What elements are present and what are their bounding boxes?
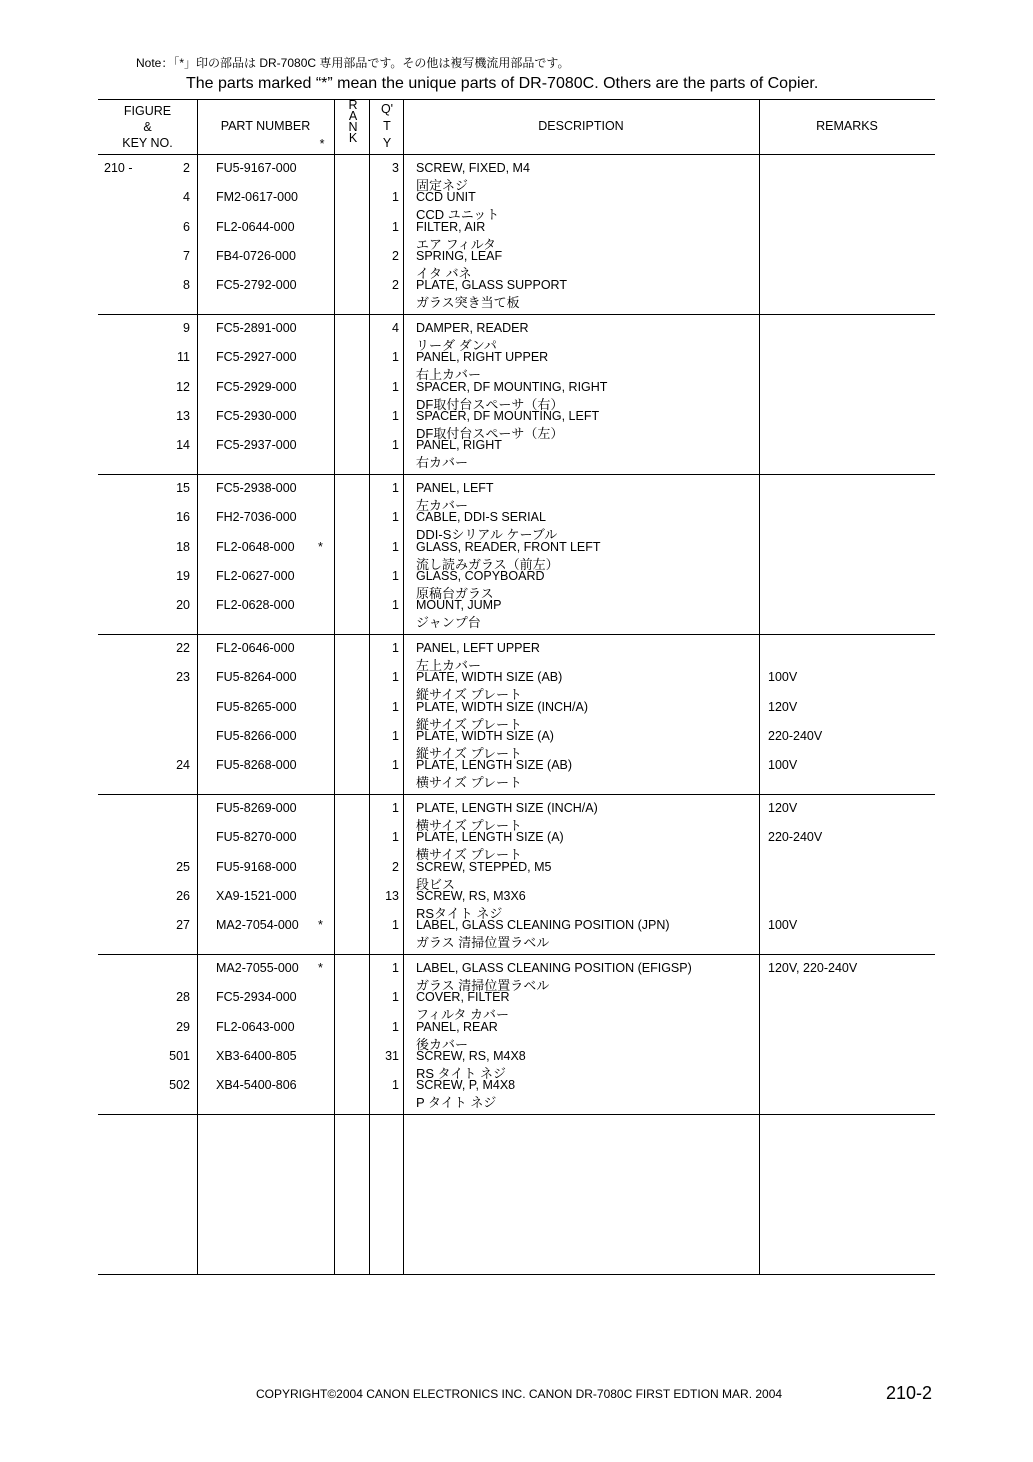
header-figure-line2: & — [143, 120, 152, 134]
part-number: FU5-8270-000 — [216, 830, 297, 845]
table-row — [98, 431, 935, 471]
quantity: 1 — [392, 990, 399, 1005]
remarks: 100V — [768, 758, 798, 773]
description-english: PANEL, RIGHT — [416, 438, 502, 453]
quantity: 2 — [392, 248, 399, 263]
part-number: MA2-7055-000 — [216, 961, 299, 975]
description-japanese: エア フィルタ — [416, 236, 497, 252]
part-number: FH2-7036-000 — [216, 510, 297, 525]
header-rank-letter: K — [348, 131, 358, 145]
key-number: 501 — [169, 1048, 190, 1063]
key-number: 14 — [176, 438, 190, 453]
description-japanese: DF取付台スペーサ（右） — [416, 396, 564, 412]
description-english: PLATE, WIDTH SIZE (AB) — [416, 670, 563, 685]
part-number: FL2-0643-000 — [216, 1019, 295, 1034]
description-english: SCREW, STEPPED, M5 — [416, 859, 552, 874]
part-number: FU5-9167-000 — [216, 161, 297, 175]
header-figure-line1: FIGURE — [123, 104, 172, 118]
table-row — [98, 402, 935, 441]
description-english: SCREW, FIXED, M4 — [416, 161, 530, 175]
part-number: FC5-2937-000 — [216, 438, 297, 453]
description-japanese: 右上カバー — [416, 367, 482, 383]
part-number: FU5-8264-000 — [216, 670, 297, 685]
description-japanese: イタ バネ — [416, 265, 472, 281]
key-number: 26 — [176, 888, 190, 903]
description-japanese: P タイト ネジ — [416, 1095, 497, 1111]
description-japanese: 後カバー — [416, 1036, 469, 1052]
part-number: XB4-5400-806 — [216, 1078, 297, 1093]
table-row — [98, 1071, 935, 1111]
description-japanese: RS タイト ネジ — [416, 1065, 507, 1081]
header-rank-letter: A — [348, 109, 358, 123]
table-row — [98, 154, 935, 193]
description-japanese: 原稿台ガラス — [416, 585, 494, 601]
table-row — [98, 242, 935, 281]
table-row — [98, 1042, 935, 1081]
description-japanese: DF取付台スペーサ（左） — [416, 425, 564, 441]
quantity: 1 — [392, 408, 399, 423]
quantity: 1 — [392, 758, 399, 773]
table-row — [98, 343, 935, 383]
unique-part-mark: * — [318, 918, 323, 933]
table-row — [98, 823, 935, 863]
description-japanese: ガラス 清掃位置ラベル — [416, 978, 550, 993]
description-japanese: 横サイズ プレート — [416, 775, 523, 791]
key-number: 4 — [183, 190, 190, 205]
quantity: 1 — [392, 699, 399, 714]
description-english: MOUNT, JUMP — [416, 598, 502, 613]
table-row — [98, 503, 935, 543]
key-number: 23 — [176, 670, 190, 685]
description-english: FILTER, AIR — [416, 219, 486, 234]
unique-part-mark: * — [318, 539, 323, 554]
key-number: 20 — [176, 598, 190, 613]
quantity: 1 — [392, 830, 399, 845]
key-number: 29 — [176, 1019, 190, 1034]
description-english: SPRING, LEAF — [416, 248, 503, 263]
description-japanese: リーダ ダンパ — [416, 338, 497, 353]
page-number: 210-2 — [886, 1383, 933, 1403]
part-number: FL2-0627-000 — [216, 568, 295, 583]
header-qty-letter: Y — [382, 136, 392, 150]
remarks: 220-240V — [768, 830, 823, 845]
description-japanese: 段ビス — [416, 876, 456, 892]
table-row — [98, 591, 935, 631]
table-row — [98, 663, 935, 703]
part-number: FC5-2792-000 — [216, 278, 297, 293]
quantity: 2 — [392, 859, 399, 874]
description-english: COVER, FILTER — [416, 990, 510, 1005]
unique-part-mark: * — [318, 961, 323, 975]
quantity: 1 — [392, 961, 399, 975]
table-row — [98, 954, 935, 993]
part-number: XB3-6400-805 — [216, 1048, 297, 1063]
quantity: 1 — [392, 1019, 399, 1034]
part-number: FC5-2929-000 — [216, 379, 297, 394]
remarks: 100V — [768, 918, 798, 933]
table-bottom-rule — [98, 1274, 935, 1275]
quantity: 1 — [392, 598, 399, 613]
description-english: PLATE, LENGTH SIZE (INCH/A) — [416, 801, 598, 815]
part-number: FC5-2927-000 — [216, 350, 297, 365]
header-qty-letter: Q' — [380, 102, 394, 116]
note-japanese: Note：「*」印の部品は DR-7080C 専用部品です。その他は複写機流用部品です。 — [136, 56, 570, 70]
part-number: FU5-8269-000 — [216, 801, 297, 815]
key-number: 2 — [183, 161, 190, 175]
header-qty — [370, 101, 404, 152]
description-english: SCREW, P, M4X8 — [416, 1078, 516, 1093]
key-number: 9 — [183, 321, 190, 335]
description-english: GLASS, READER, FRONT LEFT — [416, 539, 601, 554]
quantity: 1 — [392, 641, 399, 655]
quantity: 1 — [392, 801, 399, 815]
description-english: SPACER, DF MOUNTING, LEFT — [416, 408, 600, 423]
description-japanese: DDI-Sシリアル ケーブル — [416, 527, 558, 543]
part-number: FC5-2934-000 — [216, 990, 297, 1005]
description-english: PANEL, LEFT — [416, 481, 494, 495]
table-row — [98, 983, 935, 1023]
part-number: FC5-2891-000 — [216, 321, 297, 335]
quantity: 4 — [392, 321, 399, 335]
description-english: GLASS, COPYBOARD — [416, 568, 545, 583]
description-japanese: 右カバー — [416, 455, 469, 471]
part-number: FM2-0617-000 — [216, 190, 298, 205]
table-row — [98, 794, 935, 833]
quantity: 1 — [392, 670, 399, 685]
part-number: XA9-1521-000 — [216, 888, 297, 903]
key-number: 6 — [183, 219, 190, 234]
description-english: PLATE, WIDTH SIZE (A) — [416, 728, 554, 743]
description-english: LABEL, GLASS CLEANING POSITION (JPN) — [416, 918, 670, 933]
key-number: 16 — [176, 510, 190, 525]
table-top-rule — [98, 99, 935, 100]
quantity: 1 — [392, 379, 399, 394]
quantity: 2 — [392, 278, 399, 293]
description-japanese: 縦サイズ プレート — [416, 745, 523, 761]
description-english: PLATE, WIDTH SIZE (INCH/A) — [416, 699, 588, 714]
quantity: 1 — [392, 510, 399, 525]
quantity: 3 — [392, 161, 399, 175]
part-number: FU5-8265-000 — [216, 699, 297, 714]
key-number: 28 — [176, 990, 190, 1005]
quantity: 1 — [392, 438, 399, 453]
description-english: SCREW, RS, M3X6 — [416, 888, 526, 903]
header-rank — [336, 100, 370, 144]
table-row — [98, 213, 935, 252]
description-english: PLATE, LENGTH SIZE (A) — [416, 830, 564, 845]
key-number: 24 — [176, 758, 190, 773]
part-number: FL2-0628-000 — [216, 598, 295, 613]
quantity: 13 — [385, 888, 399, 903]
description-english: PANEL, REAR — [416, 1019, 498, 1034]
description-japanese: 流し読みガラス（前左） — [416, 556, 559, 572]
remarks: 120V — [768, 699, 798, 714]
quantity: 1 — [392, 728, 399, 743]
part-number: FU5-9168-000 — [216, 859, 297, 874]
description-japanese: フィルタ カバー — [416, 1007, 510, 1023]
part-number: FC5-2930-000 — [216, 408, 297, 423]
description-english: CABLE, DDI-S SERIAL — [416, 510, 546, 525]
key-number: 15 — [176, 481, 190, 495]
group-rule — [98, 1114, 935, 1115]
key-number: 11 — [177, 350, 190, 365]
description-japanese: 左カバー — [416, 498, 469, 513]
header-rank-letter: R — [348, 98, 358, 112]
part-number: FU5-8266-000 — [216, 728, 297, 743]
header-figure-key — [98, 103, 197, 151]
description-japanese: ジャンプ台 — [416, 615, 481, 631]
description-english: PLATE, GLASS SUPPORT — [416, 278, 567, 293]
description-japanese: 横サイズ プレート — [416, 818, 523, 833]
note-english: The parts marked “*” mean the unique parts of DR-7080C. Others are the parts of Copier. — [186, 75, 819, 92]
quantity: 1 — [392, 350, 399, 365]
table-row — [98, 314, 935, 353]
key-number: 13 — [176, 408, 190, 423]
part-number: FL2-0644-000 — [216, 219, 295, 234]
remarks: 220-240V — [768, 728, 823, 743]
description-japanese: ガラス突き当て板 — [416, 295, 520, 311]
table-row — [98, 693, 935, 732]
table-row — [98, 751, 935, 791]
quantity: 1 — [392, 1078, 399, 1093]
parts-table — [98, 99, 935, 1275]
header-remarks: REMARKS — [816, 119, 878, 133]
remarks: 100V — [768, 670, 798, 685]
quantity: 1 — [392, 219, 399, 234]
header-qty-letter: T — [383, 119, 391, 133]
description-japanese: ガラス 清掃位置ラベル — [416, 935, 550, 951]
quantity: 1 — [392, 918, 399, 933]
part-number: MA2-7054-000 — [216, 918, 299, 933]
table-row — [98, 562, 935, 601]
table-row — [98, 911, 935, 951]
description-japanese: 縦サイズ プレート — [416, 716, 523, 732]
table-row — [98, 271, 935, 311]
description-english: SCREW, RS, M4X8 — [416, 1048, 526, 1063]
part-number: FL2-0646-000 — [216, 641, 295, 655]
figure-number: 210 - — [104, 161, 133, 175]
table-row — [98, 853, 935, 892]
description-english: PANEL, RIGHT UPPER — [416, 350, 549, 365]
key-number: 22 — [176, 641, 190, 655]
description-japanese: 縦サイズ プレート — [416, 687, 523, 703]
key-number: 7 — [183, 248, 190, 263]
table-row — [98, 1013, 935, 1052]
description-english: LABEL, GLASS CLEANING POSITION (EFIGSP) — [416, 961, 692, 975]
copyright-footer: COPYRIGHT©2004 CANON ELECTRONICS INC. CANON DR-7080C FIRST EDTION MAR. 2004 — [256, 1387, 783, 1401]
header-rank-letter: N — [348, 120, 358, 134]
key-number: 12 — [176, 379, 190, 394]
description-english: PLATE, LENGTH SIZE (AB) — [416, 758, 573, 773]
table-row — [98, 474, 935, 513]
table-row — [98, 882, 935, 921]
description-japanese: 左上カバー — [416, 658, 482, 673]
description-english: DAMPER, READER — [416, 321, 529, 335]
part-number: FL2-0648-000 — [216, 539, 295, 554]
description-english: SPACER, DF MOUNTING, RIGHT — [416, 379, 608, 394]
description-japanese: 横サイズ プレート — [416, 847, 523, 863]
header-part-number: PART NUMBER — [220, 119, 311, 133]
description-english: CCD UNIT — [416, 190, 476, 205]
key-number: 502 — [169, 1078, 190, 1093]
remarks: 120V, 220-240V — [768, 961, 858, 975]
description-english: PANEL, LEFT UPPER — [416, 641, 540, 655]
table-row — [98, 722, 935, 761]
description-japanese: RSタイト ネジ — [416, 905, 503, 921]
quantity: 1 — [392, 481, 399, 495]
quantity: 1 — [392, 568, 399, 583]
part-number: FC5-2938-000 — [216, 481, 297, 495]
table-row — [98, 533, 935, 572]
quantity: 1 — [392, 190, 399, 205]
table-row — [98, 373, 935, 412]
header-description: DESCRIPTION — [538, 119, 624, 133]
description-japanese: 固定ネジ — [416, 178, 469, 193]
key-number: 27 — [176, 918, 190, 933]
table-row — [98, 634, 935, 673]
part-number: FB4-0726-000 — [216, 248, 296, 263]
quantity: 1 — [392, 539, 399, 554]
key-number: 19 — [176, 568, 190, 583]
key-number: 8 — [183, 278, 190, 293]
description-japanese: CCD ユニット — [416, 207, 500, 223]
quantity: 31 — [385, 1048, 399, 1063]
key-number: 25 — [176, 859, 190, 874]
part-number: FU5-8268-000 — [216, 758, 297, 773]
header-part-star: * — [319, 137, 325, 151]
table-row — [98, 183, 935, 223]
remarks: 120V — [768, 801, 798, 815]
key-number: 18 — [176, 539, 190, 554]
header-figure-line3: KEY NO. — [122, 136, 173, 150]
